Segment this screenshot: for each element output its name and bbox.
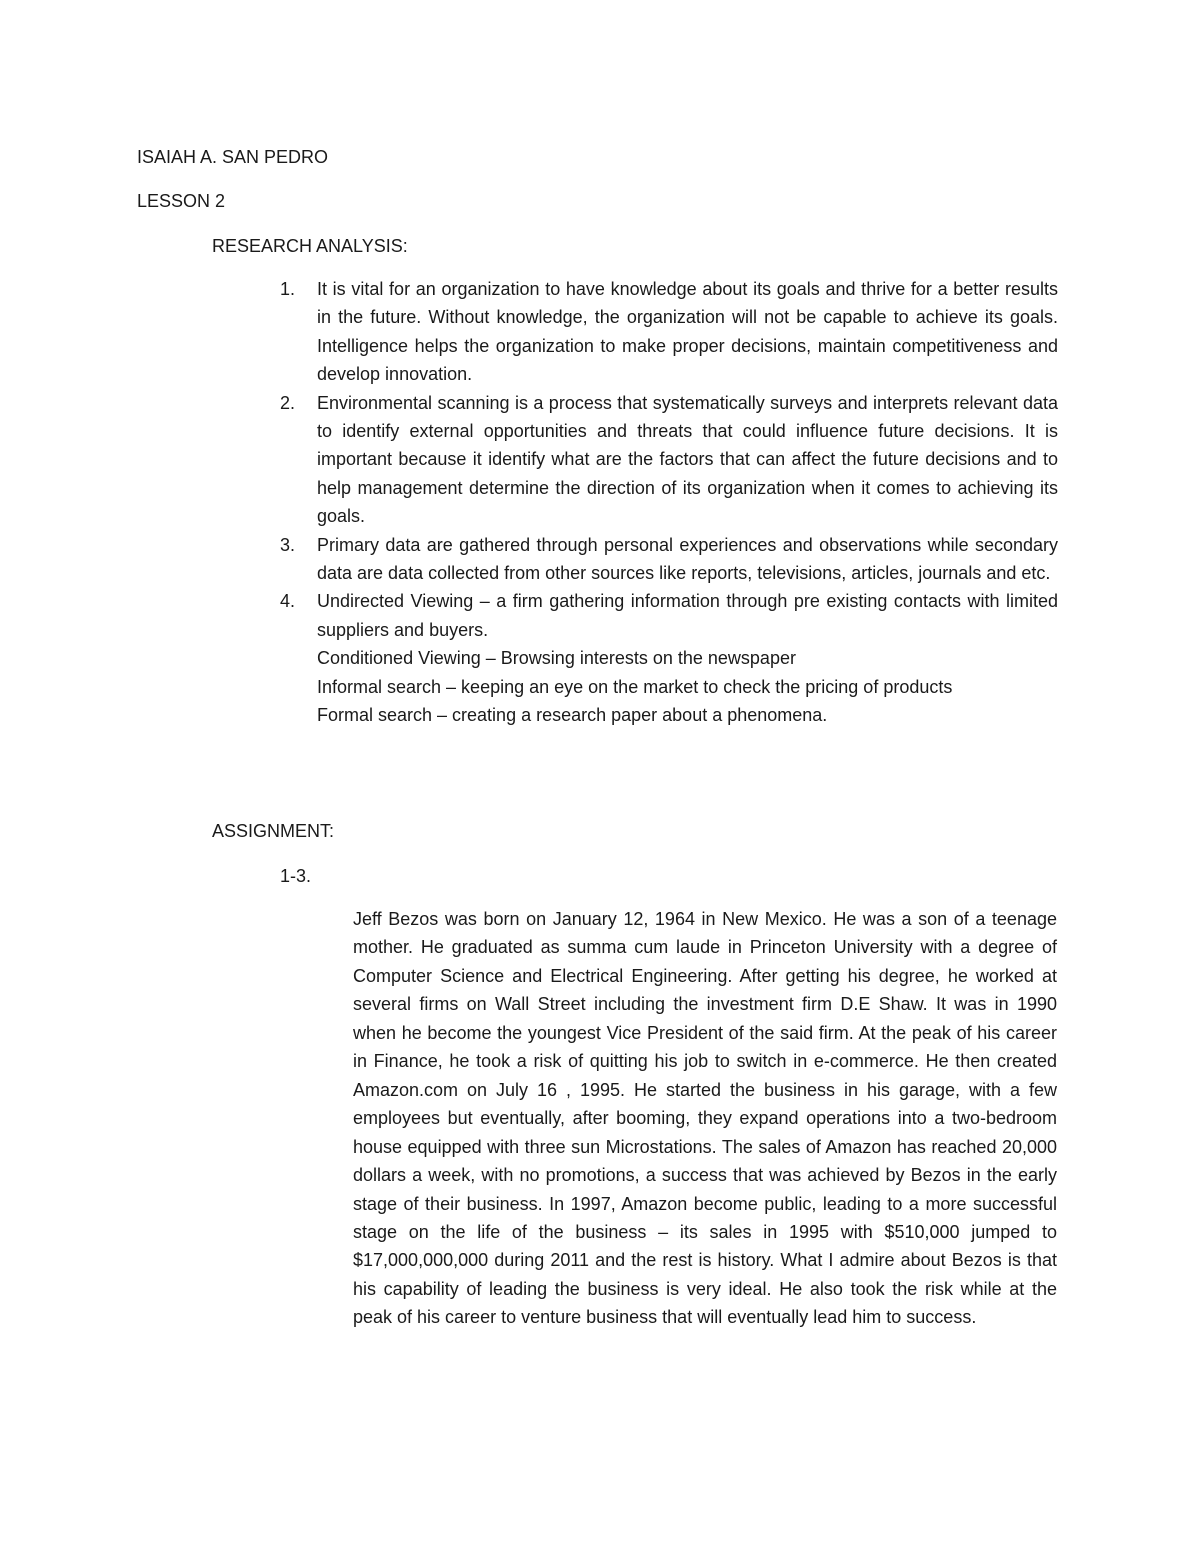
list-item-text: Environmental scanning is a process that systematically surveys and interprets relevant data to identify external opportunities and threats that could influence future decisions. It is important because it identify what are the factors that can affect the future decisions and to help management determine the direction of its organization when it comes to achieving its goals.	[317, 392, 1058, 527]
author-name: ISAIAH A. SAN PEDRO	[137, 147, 329, 167]
list-item-number: 3.	[280, 534, 296, 555]
list-item	[280, 587, 1058, 729]
list-item	[280, 389, 1058, 531]
list-item-number: 2.	[280, 392, 296, 413]
research-analysis-list	[280, 275, 1058, 730]
lesson-title: LESSON 2	[137, 191, 226, 211]
assignment-number: 1-3.	[280, 866, 312, 886]
list-item-subline: Formal search – creating a research paper about a phenomena.	[317, 705, 828, 726]
assignment-heading: ASSIGNMENT:	[212, 821, 335, 841]
assignment-paragraph: Jeff Bezos was born on January 12, 1964 in New Mexico. He was a son of a teenage mother. He graduated as summa cum laude in Princeton University with a degree of Computer Science and Electrical Engineering. After getting his degree, he worked at several firms on Wall Street including the investment firm D.E Shaw. It was in 1990 when he become the youngest Vice President of the said firm. At the peak of his career in Finance, he took a risk of quitting his job to switch in e-commerce. He then created Amazon.com on July 16 , 1995. He started the business in his garage, with a few employees but eventually, after booming, they expand operations into a two-bedroom house equipped with three sun Microstations. The sales of Amazon has reached 20,000 dollars a week, with no promotions, a success that was achieved by Bezos in the early stage of their business. In 1997, Amazon become public, leading to a more successful stage on the life of the business – its sales in 1995 with $510,000 jumped to $17,000,000,000 during 2011 and the rest is history. What I admire about Bezos is that his capability of leading the business is very ideal. He also took the risk while at the peak of his career to venture business that will eventually lead him to success.	[353, 909, 1057, 1328]
list-item-text: Undirected Viewing – a firm gathering information through pre existing contacts with limited suppliers and buyers.	[317, 591, 1058, 640]
list-item-number: 4.	[280, 591, 296, 612]
list-item-subline: Informal search – keeping an eye on the market to check the pricing of products	[317, 676, 953, 697]
list-item-text: Primary data are gathered through personal experiences and observations while secondary data are data collected from other sources like reports, televisions, articles, journals and etc.	[317, 534, 1058, 584]
list-item	[280, 531, 1058, 588]
list-item	[280, 275, 1058, 389]
research-analysis-heading: RESEARCH ANALYSIS:	[212, 236, 408, 256]
list-item-text: It is vital for an organization to have knowledge about its goals and thrive for a better results in the future. Without knowledge, the organization will not be capable to achieve its goals. Intelligence helps the organization to make proper decisions, maintain competitiveness and develop innovation.	[317, 279, 1058, 385]
list-item-number: 1.	[280, 279, 296, 299]
list-item-subline: Conditioned Viewing – Browsing interests on the newspaper	[317, 648, 796, 669]
